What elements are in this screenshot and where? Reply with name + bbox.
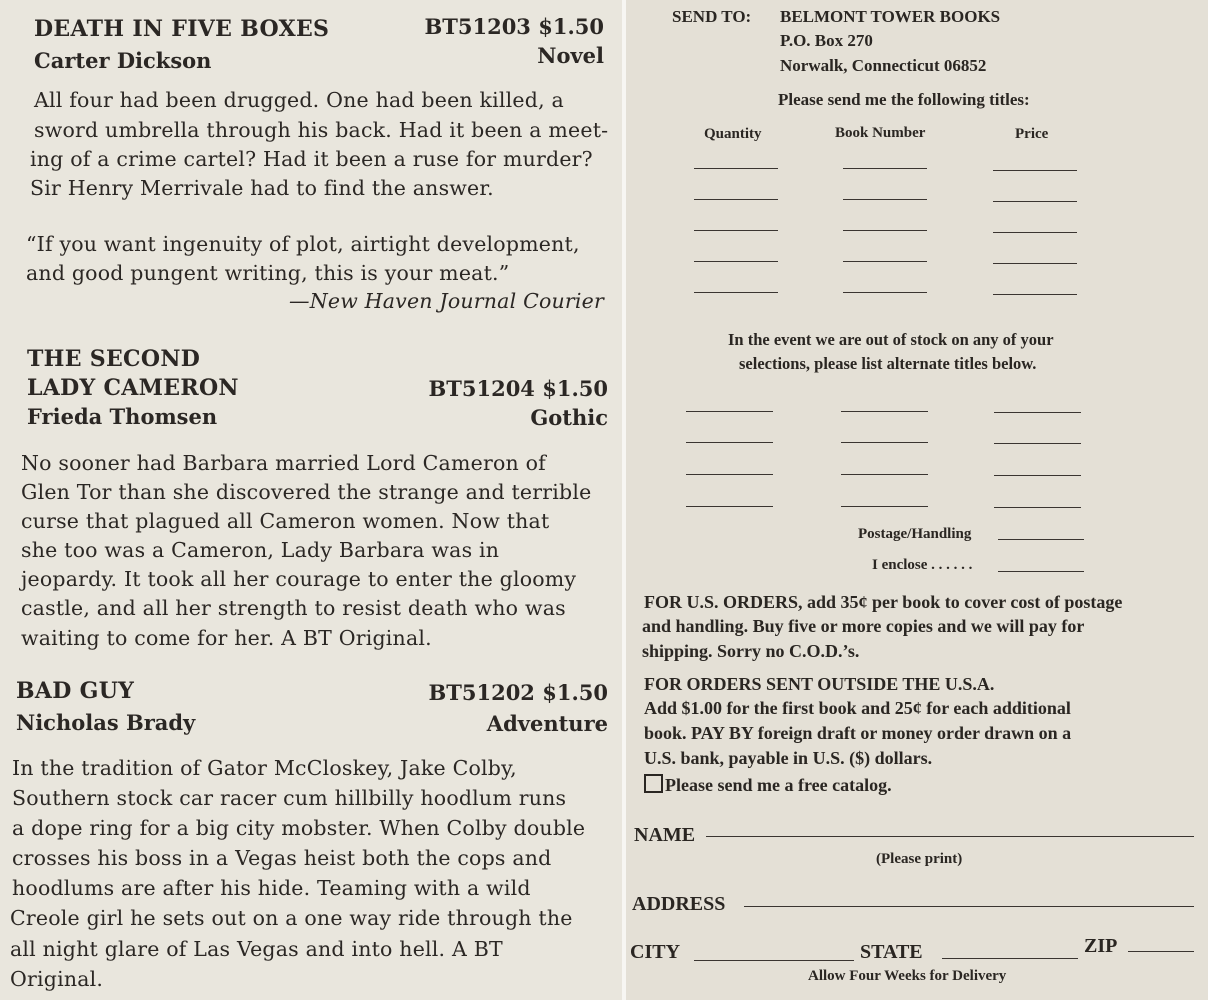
description-line: all night glare of Las Vegas and into hell. A BT — [10, 937, 503, 961]
book-number-column-header: Book Number — [835, 125, 926, 141]
send-to-label: SEND TO: — [672, 7, 752, 26]
alternate-title-blank[interactable] — [841, 506, 928, 507]
description-line: she too was a Cameron, Lady Barbara was in — [21, 538, 500, 562]
foreign-orders-line: U.S. bank, payable in U.S. ($) dollars. — [644, 748, 933, 768]
quote-source: —New Haven Journal Courier — [289, 289, 604, 313]
alternate-title-blank[interactable] — [686, 411, 773, 412]
zip-field[interactable] — [1128, 951, 1194, 952]
foreign-orders-line: Add $1.00 for the first book and 25¢ for each additional — [644, 698, 1071, 718]
price-blank[interactable] — [993, 294, 1077, 295]
book-number-blank[interactable] — [843, 199, 927, 200]
address-label: ADDRESS — [632, 893, 726, 915]
alternate-instructions-line: In the event we are out of stock on any of your — [728, 330, 1054, 349]
alternate-title-blank[interactable] — [686, 506, 773, 507]
us-orders-line: shipping. Sorry no C.O.D.’s. — [642, 641, 860, 661]
description-line: a dope ring for a big city mobster. When Colby double — [12, 816, 586, 840]
price-column-header: Price — [1015, 126, 1049, 142]
description-line: castle, and all her strength to resist death who was — [21, 596, 566, 620]
description-line: All four had been drugged. One had been killed, a — [34, 88, 564, 112]
description-line: Southern stock car racer cum hillbilly hoodlum runs — [12, 786, 567, 810]
alternate-title-blank[interactable] — [686, 442, 773, 443]
price-blank[interactable] — [993, 232, 1077, 233]
price-blank[interactable] — [993, 201, 1077, 202]
catalog-request[interactable] — [644, 774, 892, 796]
book-number-blank[interactable] — [843, 292, 927, 293]
quantity-blank[interactable] — [694, 230, 778, 231]
description-line: In the tradition of Gator McCloskey, Jake Colby, — [12, 756, 517, 780]
enclose-blank[interactable] — [998, 571, 1084, 572]
postage-blank[interactable] — [998, 539, 1084, 540]
address-field[interactable] — [744, 906, 1194, 907]
book-title: DEATH IN FIVE BOXES — [34, 16, 330, 42]
alternate-title-blank[interactable] — [994, 507, 1081, 508]
alternate-title-blank[interactable] — [841, 442, 928, 443]
name-field[interactable] — [706, 836, 1194, 837]
book-author: Carter Dickson — [34, 48, 212, 73]
book-genre: Novel — [537, 43, 604, 68]
description-line: sword umbrella through his back. Had it been a meet- — [34, 118, 609, 142]
publisher-city: Norwalk, Connecticut 06852 — [780, 56, 987, 75]
publisher-name: BELMONT TOWER BOOKS — [780, 7, 1001, 26]
foreign-orders-line: book. PAY BY foreign draft or money order drawn on a — [644, 723, 1072, 743]
description-line: Original. — [10, 967, 104, 991]
state-label: STATE — [860, 941, 923, 963]
quote-line: “If you want ingenuity of plot, airtight development, — [26, 232, 580, 256]
description-line: ing of a crime cartel? Had it been a ruse for murder? — [30, 147, 593, 171]
order-form — [626, 0, 1208, 1000]
description-line: Sir Henry Merrivale had to find the answer. — [30, 176, 494, 200]
book-author: Frieda Thomsen — [27, 404, 218, 429]
publisher-po-box: P.O. Box 270 — [780, 31, 873, 50]
alternate-title-blank[interactable] — [994, 412, 1081, 413]
alternate-instructions-line: selections, please list alternate titles below. — [739, 354, 1037, 373]
book-number-blank[interactable] — [843, 230, 927, 231]
description-line: Glen Tor than she discovered the strange and terrible — [21, 480, 592, 504]
quantity-blank[interactable] — [694, 261, 778, 262]
price-blank[interactable] — [993, 170, 1077, 171]
book-title-line: THE SECOND — [27, 346, 201, 372]
description-line: No sooner had Barbara married Lord Cameron of — [21, 451, 546, 475]
request-line: Please send me the following titles: — [778, 90, 1030, 109]
name-label: NAME — [634, 824, 696, 846]
quantity-blank[interactable] — [694, 168, 778, 169]
book-author: Nicholas Brady — [16, 710, 196, 735]
zip-label: ZIP — [1084, 935, 1118, 957]
foreign-orders-heading: FOR ORDERS SENT OUTSIDE THE U.S.A. — [644, 674, 995, 694]
city-field[interactable] — [694, 960, 854, 961]
alternate-title-blank[interactable] — [994, 475, 1081, 476]
description-line: hoodlums are after his hide. Teaming with a wild — [12, 876, 531, 900]
description-line: curse that plagued all Cameron women. Now that — [21, 509, 550, 533]
us-orders-line: and handling. Buy five or more copies and we will pay for — [642, 616, 1085, 636]
book-title-line: LADY CAMERON — [27, 375, 239, 401]
catalog-checkbox[interactable] — [644, 774, 663, 793]
book-number-blank[interactable] — [843, 261, 927, 262]
please-print-note: (Please print) — [876, 851, 963, 867]
us-orders-line: FOR U.S. ORDERS, add 35¢ per book to cover cost of postage — [644, 592, 1123, 612]
alternate-title-blank[interactable] — [994, 443, 1081, 444]
book-code-price: BT51204 $1.50 — [428, 376, 608, 401]
alternate-title-blank[interactable] — [841, 411, 928, 412]
quote-line: and good pungent writing, this is your meat.” — [26, 261, 510, 285]
quantity-column-header: Quantity — [704, 126, 762, 142]
description-line: jeopardy. It took all her courage to enter the gloomy — [21, 567, 577, 591]
enclose-label: I enclose . . . . . . — [872, 557, 973, 573]
price-blank[interactable] — [993, 263, 1077, 264]
quantity-blank[interactable] — [694, 292, 778, 293]
alternate-title-blank[interactable] — [686, 474, 773, 475]
book-title: BAD GUY — [16, 678, 135, 704]
catalog-label: Please send me a free catalog. — [665, 775, 892, 795]
state-field[interactable] — [942, 958, 1078, 959]
book-number-blank[interactable] — [843, 168, 927, 169]
description-line: Creole girl he sets out on a one way ride through the — [10, 906, 573, 930]
book-code-price: BT51203 $1.50 — [424, 14, 604, 39]
book-genre: Gothic — [530, 405, 608, 430]
postage-label: Postage/Handling — [858, 526, 972, 542]
description-line: waiting to come for her. A BT Original. — [21, 626, 432, 650]
city-label: CITY — [630, 941, 681, 963]
delivery-note: Allow Four Weeks for Delivery — [808, 968, 1007, 984]
book-genre: Adventure — [486, 711, 608, 736]
alternate-title-blank[interactable] — [841, 474, 928, 475]
description-line: crosses his boss in a Vegas heist both the cops and — [12, 846, 552, 870]
quantity-blank[interactable] — [694, 199, 778, 200]
book-code-price: BT51202 $1.50 — [428, 680, 608, 705]
